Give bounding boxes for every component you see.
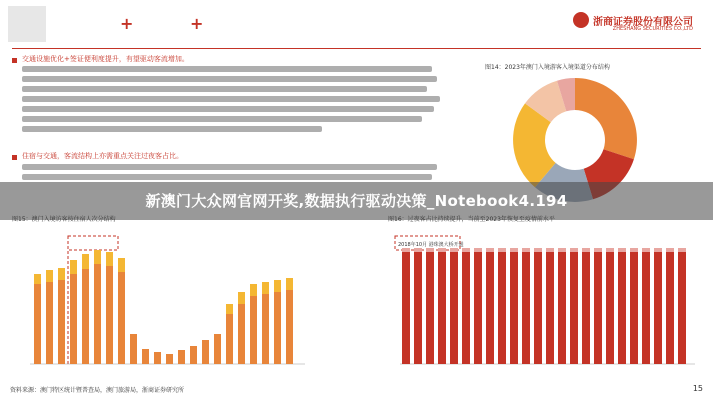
plus-icon: + bbox=[120, 14, 134, 33]
page-number: 15 bbox=[692, 384, 703, 393]
chart-title: 图15：澳门入境访客按住宿人次分结构 bbox=[12, 216, 116, 223]
donut-slice bbox=[575, 78, 637, 159]
text-line bbox=[22, 164, 437, 170]
text-line bbox=[22, 174, 432, 180]
bullet-icon bbox=[12, 58, 17, 63]
logo-placeholder bbox=[8, 6, 46, 42]
text-line bbox=[22, 116, 422, 122]
paragraph-heading: 交通设施优化+签证便利度提升，有望驱动客流增加。 bbox=[22, 55, 189, 63]
annotation-box bbox=[68, 236, 118, 250]
text-line bbox=[22, 126, 322, 132]
bars bbox=[34, 250, 293, 364]
chart-title: 图16：过夜客占比持续提升，当前至2023年恢复至疫情前水平 bbox=[388, 216, 555, 223]
page-header bbox=[0, 0, 713, 48]
chart-title: 图14：2023年澳门入境游客入境渠道分布结构 bbox=[485, 64, 610, 71]
text-line bbox=[22, 86, 427, 92]
text-line bbox=[22, 66, 432, 72]
annotation-label: 2018年10月 港珠澳大桥开通 bbox=[398, 242, 464, 248]
header-divider bbox=[12, 48, 701, 49]
brand-name: 浙商证券股份有限公司 bbox=[593, 16, 693, 28]
plus-icon: + bbox=[190, 14, 204, 33]
bullet-icon bbox=[12, 155, 17, 160]
text-line bbox=[22, 96, 440, 102]
bars bbox=[402, 248, 686, 364]
paragraph-heading: 住宿与交通，客流结构上亦需重点关注过夜客占比。 bbox=[22, 152, 183, 160]
banner-title: 新澳门大众网官网开奖,数据执行驱动决策_Notebook4.194 bbox=[145, 192, 568, 210]
brand-mark-icon bbox=[573, 12, 589, 28]
brand-name-en: ZHESHANG SECURITIES CO.,LTD bbox=[612, 26, 693, 32]
stacked-bar-chart-left bbox=[10, 224, 310, 379]
text-line bbox=[22, 76, 437, 82]
stacked-bar-chart-right bbox=[380, 224, 700, 379]
text-line bbox=[22, 106, 434, 112]
source-note: 资料来源：澳门特区统计暨普查局，澳门旅游局，浙商证券研究所 bbox=[10, 387, 185, 394]
